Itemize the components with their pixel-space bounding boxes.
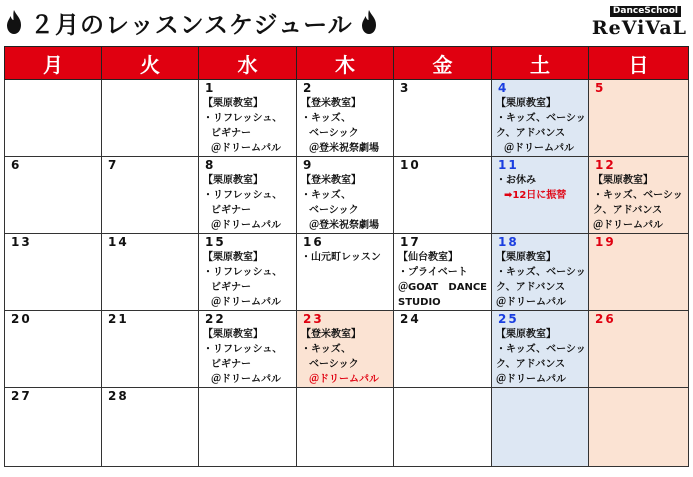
- day-cell-20: [5, 311, 102, 388]
- weekday-thu: 木: [297, 47, 394, 80]
- classroom-label: 【仙台教室】: [398, 252, 458, 263]
- lesson-line: ・キッズ、: [301, 344, 352, 355]
- date-number: 10: [400, 158, 421, 172]
- date-number: 1: [205, 81, 216, 95]
- venue-line: ＠ドリームパル: [211, 220, 281, 231]
- day-cell-empty: [297, 388, 394, 467]
- date-number: 16: [303, 235, 324, 249]
- day-cell-18: [492, 234, 589, 311]
- venue-line: ＠登米祝祭劇場: [309, 143, 379, 154]
- classroom-label: 【栗原教室】: [496, 98, 556, 109]
- venue-line: STUDIO: [398, 297, 441, 308]
- date-number: 3: [400, 81, 411, 95]
- lesson-line: ・キッズ、: [301, 190, 352, 201]
- lesson-line: ビギナー: [211, 128, 251, 139]
- venue-word: ＠GOAT: [398, 282, 439, 293]
- date-number: 4: [498, 81, 509, 95]
- classroom-label: 【栗原教室】: [496, 329, 556, 340]
- date-number: 12: [595, 158, 616, 172]
- day-cell-empty: [5, 80, 102, 157]
- day-cell-6: [5, 157, 102, 234]
- classroom-label: 【登米教室】: [301, 175, 361, 186]
- day-cell-empty: [394, 388, 492, 467]
- date-number: 25: [498, 312, 519, 326]
- lesson-line: ・リフレッシュ、: [203, 267, 283, 278]
- venue-line: ＠ドリームパル: [593, 220, 663, 231]
- lesson-line: ・キッズ、: [301, 113, 352, 124]
- holiday-note: ・お休み: [496, 175, 536, 186]
- lesson-line: ・キッズ、ベーシッ: [496, 113, 586, 124]
- day-cell-26: [589, 311, 689, 388]
- weekday-mon: 月: [5, 47, 102, 80]
- date-number: 15: [205, 235, 226, 249]
- date-number: 20: [11, 312, 32, 326]
- date-number: 14: [108, 235, 129, 249]
- date-number: 11: [498, 158, 519, 172]
- date-number: 13: [11, 235, 32, 249]
- venue-line: ＠ドリームパル: [211, 374, 281, 385]
- week-row: [5, 157, 689, 234]
- weekday-sun: 日: [589, 47, 689, 80]
- venue-line: ＠ドリームパル: [504, 143, 574, 154]
- day-cell-25: [492, 311, 589, 388]
- day-cell-19: [589, 234, 689, 311]
- classroom-label: 【栗原教室】: [496, 252, 556, 263]
- day-cell-22: [199, 311, 297, 388]
- day-cell-8: [199, 157, 297, 234]
- date-number: 26: [595, 312, 616, 326]
- classroom-label: 【栗原教室】: [203, 252, 263, 263]
- date-number: 23: [303, 312, 324, 326]
- lesson-line: ビギナー: [211, 205, 251, 216]
- lesson-line: ビギナー: [211, 282, 251, 293]
- venue-line: [398, 280, 491, 295]
- day-cell-24: [394, 311, 492, 388]
- school-logo: [573, 6, 687, 40]
- weekday-tue: 火: [102, 47, 199, 80]
- classroom-label: 【栗原教室】: [203, 329, 263, 340]
- weekday-fri: 金: [394, 47, 492, 80]
- day-cell-15: [199, 234, 297, 311]
- venue-line: ＠ドリームパル: [211, 143, 281, 154]
- day-cell-23: [297, 311, 394, 388]
- week-row: [5, 388, 689, 467]
- weekday-sat: 土: [492, 47, 589, 80]
- date-number: 5: [595, 81, 606, 95]
- lesson-line: ベーシック: [309, 128, 359, 139]
- lesson-line: ・キッズ、ベーシッ: [593, 190, 683, 201]
- date-number: 28: [108, 389, 129, 403]
- day-cell-empty: [199, 388, 297, 467]
- day-cell-12: [589, 157, 689, 234]
- lesson-line: ベーシック: [309, 205, 359, 216]
- weekday-header-row: [5, 47, 689, 80]
- lesson-line: ・リフレッシュ、: [203, 190, 283, 201]
- lesson-line: ・プライベート: [398, 267, 468, 278]
- week-row: [5, 234, 689, 311]
- date-number: 27: [11, 389, 32, 403]
- date-number: 9: [303, 158, 314, 172]
- lesson-line: ク、アドバンス: [496, 128, 566, 139]
- lesson-line: ・キッズ、ベーシッ: [496, 344, 586, 355]
- lesson-line: ク、アドバンス: [496, 359, 566, 370]
- lesson-line: ・リフレッシュ、: [203, 113, 283, 124]
- date-number: 17: [400, 235, 421, 249]
- day-cell-5: [589, 80, 689, 157]
- date-number: 21: [108, 312, 129, 326]
- day-cell-3: [394, 80, 492, 157]
- day-cell-9: [297, 157, 394, 234]
- classroom-label: 【栗原教室】: [203, 175, 263, 186]
- flame-icon: [4, 9, 24, 35]
- week-row: [5, 80, 689, 157]
- lesson-line: ・山元町レッスン: [301, 252, 381, 263]
- reschedule-note: ➡12日に振替: [504, 190, 567, 201]
- lesson-line: ・キッズ、ベーシッ: [496, 267, 586, 278]
- calendar-table: [4, 46, 689, 467]
- classroom-label: 【登米教室】: [301, 329, 361, 340]
- day-cell-13: [5, 234, 102, 311]
- venue-line: ＠ドリームパル: [309, 374, 379, 385]
- day-cell-14: [102, 234, 199, 311]
- venue-line: ＠ドリームパル: [211, 297, 281, 308]
- day-cell-11: [492, 157, 589, 234]
- day-cell-empty: [102, 80, 199, 157]
- day-cell-28: [102, 388, 199, 467]
- date-number: 2: [303, 81, 314, 95]
- date-number: 8: [205, 158, 216, 172]
- lesson-line: ク、アドバンス: [593, 205, 663, 216]
- day-cell-empty: [492, 388, 589, 467]
- date-number: 19: [595, 235, 616, 249]
- day-cell-2: [297, 80, 394, 157]
- week-row: [5, 311, 689, 388]
- day-cell-10: [394, 157, 492, 234]
- date-number: 24: [400, 312, 421, 326]
- date-number: 18: [498, 235, 519, 249]
- title-wrap: [4, 7, 379, 37]
- flame-icon: [359, 9, 379, 35]
- classroom-label: 【登米教室】: [301, 98, 361, 109]
- day-cell-1: [199, 80, 297, 157]
- venue-line: ＠登米祝祭劇場: [309, 220, 379, 231]
- classroom-label: 【栗原教室】: [593, 175, 653, 186]
- classroom-label: 【栗原教室】: [203, 98, 263, 109]
- lesson-line: ク、アドバンス: [496, 282, 566, 293]
- venue-line: ＠ドリームパル: [496, 297, 566, 308]
- venue-word: DANCE: [448, 282, 487, 293]
- weekday-wed: 水: [199, 47, 297, 80]
- date-number: 22: [205, 312, 226, 326]
- lesson-line: ・リフレッシュ、: [203, 344, 283, 355]
- date-number: 6: [11, 158, 22, 172]
- venue-line: ＠ドリームパル: [496, 374, 566, 385]
- day-cell-27: [5, 388, 102, 467]
- logo-main-text: ReViVaL: [591, 17, 687, 39]
- lesson-line: ビギナー: [211, 359, 251, 370]
- day-cell-7: [102, 157, 199, 234]
- day-cell-empty: [589, 388, 689, 467]
- day-cell-21: [102, 311, 199, 388]
- date-number: 7: [108, 158, 119, 172]
- logo-small-text: DanceSchool: [610, 6, 681, 17]
- lesson-line: ベーシック: [309, 359, 359, 370]
- page-header: [0, 0, 693, 44]
- day-cell-16: [297, 234, 394, 311]
- day-cell-17: [394, 234, 492, 311]
- day-cell-4: [492, 80, 589, 157]
- page-title: ２月のレッスンスケジュール: [30, 10, 353, 39]
